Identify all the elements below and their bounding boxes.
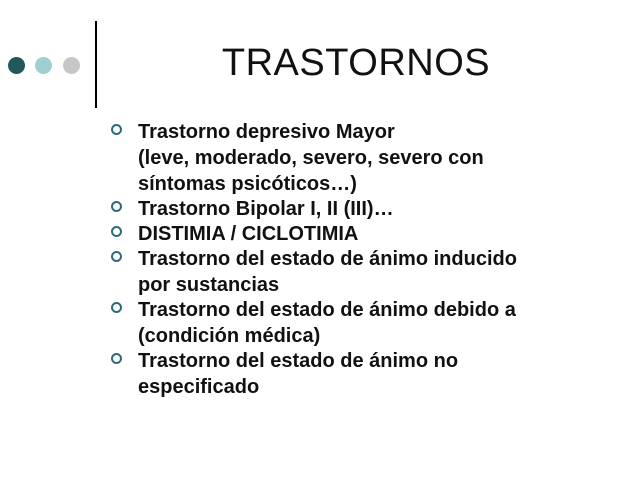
bullet-text-line: Trastorno del estado de ánimo inducido (138, 248, 517, 270)
bullet-item (108, 119, 628, 197)
bullet-text-line: especificado (138, 376, 260, 398)
circle-bullet-icon (111, 124, 122, 135)
bullet-item (108, 297, 628, 349)
dark-teal-dot-icon (8, 57, 25, 74)
bullet-text-line: síntomas psicóticos…) (138, 173, 357, 195)
bullet-list (108, 119, 628, 399)
bullet-text-line: Trastorno del estado de ánimo debido a (138, 299, 516, 321)
bullet-item (108, 348, 628, 400)
light-teal-dot-icon (35, 57, 52, 74)
bullet-item (108, 246, 628, 298)
bullet-text-line: Trastorno del estado de ánimo no (138, 350, 459, 372)
bullet-text-line: (condición médica) (138, 325, 321, 347)
bullet-text-line: por sustancias (138, 274, 280, 296)
circle-bullet-icon (111, 353, 122, 364)
bullet-text-line: (leve, moderado, severo, severo con (138, 147, 484, 169)
circle-bullet-icon (111, 251, 122, 262)
bullet-item (108, 196, 628, 222)
decorative-dots (8, 57, 88, 77)
bullet-item (108, 221, 628, 247)
bullet-text-line: DISTIMIA / CICLOTIMIA (138, 223, 359, 245)
gray-dot-icon (63, 57, 80, 74)
circle-bullet-icon (111, 226, 122, 237)
bullet-text-line: Trastorno depresivo Mayor (138, 121, 395, 143)
circle-bullet-icon (111, 201, 122, 212)
slide-title: TRASTORNOS (221, 42, 491, 84)
title-divider (95, 21, 97, 108)
bullet-text-line: Trastorno Bipolar I, II (III)… (138, 198, 394, 220)
circle-bullet-icon (111, 302, 122, 313)
